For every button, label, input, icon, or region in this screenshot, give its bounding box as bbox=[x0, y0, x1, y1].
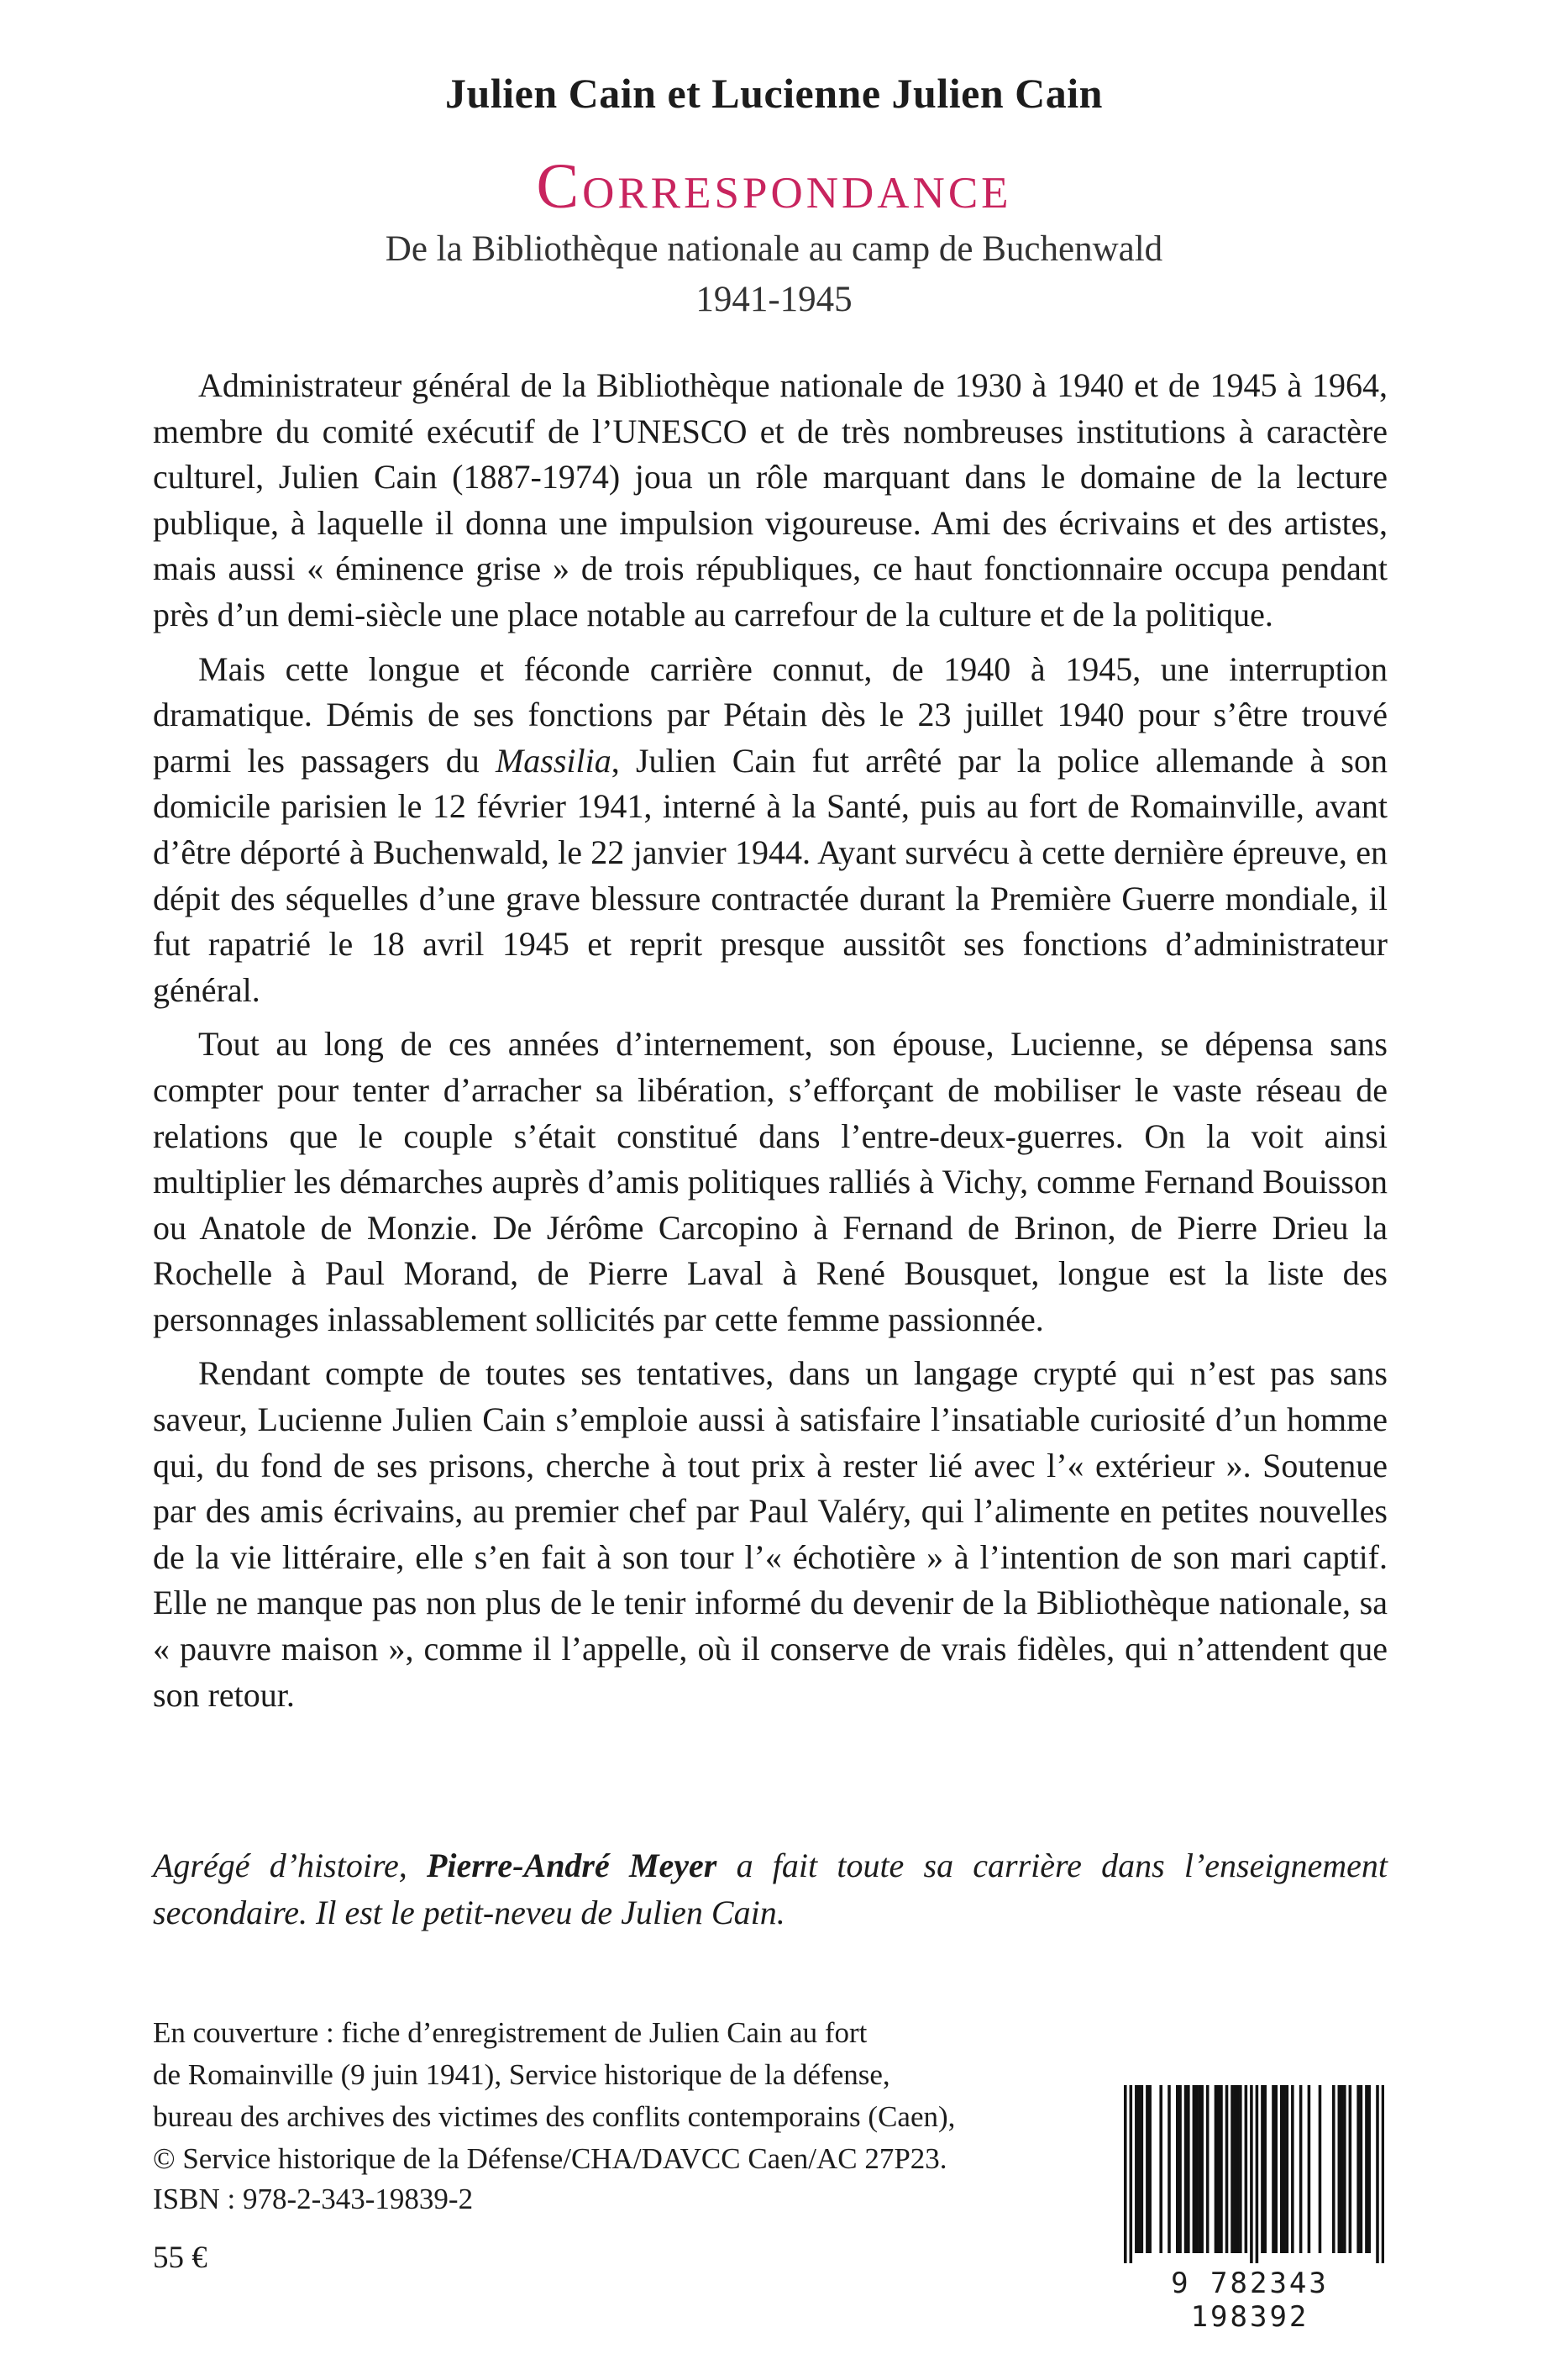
barcode-bar bbox=[1338, 2085, 1341, 2253]
barcode-bar bbox=[1146, 2085, 1149, 2253]
blurb-paragraph-2-end: , Julien Cain fut arrêté par la police allemande à son domicile parisien le 12 février 1941, interné à la Santé, puis au fort de Romainville, avant d’être déporté à Buchenwald, le 22 janvier 1944. Ayant survécu à cette dernière épreuve, en dépit des séquelles d’une grave blessure contractée durant la Première Guerre mondiale, il fut rapatrié le 18 avril 1945 et reprit presque aussitôt ses fonctions d’administrateur général. bbox=[153, 741, 1388, 1009]
barcode-bar bbox=[1299, 2085, 1303, 2253]
barcode-bar bbox=[1236, 2085, 1240, 2253]
about-editor-end: a fait toute sa carrière dans l’enseignement secondaire. Il est le petit-neveu de Julien Cain. bbox=[153, 1847, 1388, 1931]
barcode-bar bbox=[1382, 2085, 1384, 2263]
authors-line: Julien Cain et Lucienne Julien Cain bbox=[445, 70, 1103, 117]
book-subtitle: De la Bibliothèque nationale au camp de Buchenwald bbox=[385, 229, 1163, 269]
cover-credits bbox=[153, 2012, 1043, 2180]
about-editor bbox=[153, 1842, 1388, 1936]
barcode-bar bbox=[1130, 2085, 1133, 2263]
barcode-bar bbox=[1141, 2085, 1144, 2253]
barcode-bar bbox=[1124, 2085, 1127, 2263]
barcode-bar bbox=[1184, 2085, 1188, 2253]
barcode-bar bbox=[1280, 2085, 1283, 2253]
credits-line: © Service historique de la Défense/CHA/DAVCC Caen/AC 27P23. bbox=[153, 2142, 947, 2175]
barcode-bar bbox=[1283, 2085, 1286, 2253]
blurb-paragraph-4: Rendant compte de toutes ses tentatives, dans un langage crypté qui n’est pas sans saveur, Lucienne Julien Cain s’emploie aussi à satisfaire l’insatiable curiosité d’un homme qui, du fond de ses prisons, cherche à tout prix à rester lié avec l’« extérieur ». Soutenue par des amis écrivains, au premier chef par Paul Valéry, qui l’alimente en petites nouvelles de la vie littéraire, elle s’en fait à son tour l’« échotière » à l’intention de son mari captif. Elle ne manque pas non plus de le tenir informé du devenir de la Bibliothèque nationale, sa « pauvre maison », comme il l’appelle, où il conserve de vrais fidèles, qui n’attendent que son retour. bbox=[153, 1354, 1388, 1714]
barcode-number: 9 782343 198392 bbox=[1171, 2267, 1329, 2334]
barcode-bar bbox=[1206, 2085, 1210, 2253]
barcode-bar bbox=[1367, 2085, 1371, 2253]
barcode-bar bbox=[1250, 2085, 1253, 2263]
barcode-bar bbox=[1220, 2085, 1223, 2253]
barcode-bar bbox=[1272, 2085, 1275, 2253]
barcode-bar bbox=[1198, 2085, 1201, 2253]
barcode-bar bbox=[1291, 2085, 1294, 2253]
credits-line: de Romainville (9 juin 1941), Service historique de la défense, bbox=[153, 2058, 890, 2091]
barcode-bar bbox=[1135, 2085, 1138, 2253]
barcode-bar bbox=[1200, 2085, 1204, 2253]
barcode-bar bbox=[1195, 2085, 1199, 2253]
barcode-bars bbox=[1124, 2085, 1384, 2263]
barcode-bar bbox=[1231, 2085, 1234, 2253]
barcode-bar bbox=[1215, 2085, 1218, 2253]
barcode-bar bbox=[1148, 2085, 1152, 2253]
ship-name: Massilia bbox=[495, 741, 611, 780]
barcode-bar bbox=[1286, 2085, 1289, 2253]
barcode-bar bbox=[1234, 2085, 1237, 2253]
barcode-bar bbox=[1332, 2085, 1335, 2253]
barcode-bar bbox=[1137, 2085, 1141, 2253]
barcode-bar bbox=[1168, 2085, 1171, 2253]
barcode-bar bbox=[1225, 2085, 1229, 2253]
barcode-bar bbox=[1159, 2085, 1162, 2253]
barcode-bar bbox=[1239, 2085, 1242, 2253]
barcode-bar bbox=[1187, 2085, 1190, 2253]
blurb-body bbox=[153, 363, 1388, 1726]
barcode-bar bbox=[1193, 2085, 1196, 2253]
barcode-bar bbox=[1343, 2085, 1346, 2253]
barcode-bar bbox=[1217, 2085, 1220, 2253]
blurb-paragraph-2 bbox=[153, 647, 1388, 1014]
barcode-bar bbox=[1256, 2085, 1259, 2263]
credits-line: bureau des archives des victimes des conflits contemporains (Caen), bbox=[153, 2100, 956, 2133]
barcode-bar bbox=[1274, 2085, 1278, 2253]
about-editor-start: Agrégé d’histoire, bbox=[153, 1847, 427, 1884]
barcode-bar bbox=[1178, 2085, 1182, 2253]
barcode-bar bbox=[1245, 2085, 1248, 2253]
blurb-paragraph-1: Administrateur général de la Bibliothèque nationale de 1930 à 1940 et de 1945 à 1964, membre du comité exécutif de l’UNESCO et de très nombreuses institutions à caractère culturel, Julien Cain (1887-1974) joua un rôle marquant dans le domaine de la lecture publique, à laquelle il donna une impulsion vigoureuse. Ami des écrivains et des artistes, mais aussi « éminence grise » de trois républiques, ce haut fonctionnaire occupa pendant près d’un demi-siècle une place notable au carrefour de la culture et de la politique. bbox=[153, 366, 1388, 633]
barcode-bar bbox=[1308, 2085, 1311, 2253]
barcode-bar bbox=[1356, 2085, 1360, 2253]
barcode-bar bbox=[1261, 2085, 1264, 2253]
barcode-bar bbox=[1360, 2085, 1363, 2253]
barcode-bar bbox=[1319, 2085, 1322, 2253]
isbn: ISBN : 978-2-343-19839-2 bbox=[153, 2183, 474, 2215]
credits-line: En couverture : fiche d’enregistrement de Julien Cain au fort bbox=[153, 2016, 868, 2049]
blurb-paragraph-3: Tout au long de ces années d’internement, son épouse, Lucienne, se dépensa sans compter pour tenter d’arracher sa libération, s’efforçant de mobiliser le vaste réseau de relations que le couple s’était constitué dans l’entre-deux-guerres. On la voit ainsi multiplier les démarches auprès d’amis politiques ralliés à Vichy, comme Fernand Bouisson ou Anatole de Monzie. De Jérôme Carcopino à Fernand de Brinon, de Pierre Drieu la Rochelle à Paul Morand, de Pierre Laval à René Bousquet, longue est la liste des personnages inlassablement sollicités par cette femme passionnée. bbox=[153, 1025, 1388, 1338]
price: 55 € bbox=[153, 2241, 207, 2275]
barcode-bar bbox=[1263, 2085, 1267, 2253]
barcode-bar bbox=[1349, 2085, 1352, 2253]
barcode-bar bbox=[1376, 2085, 1379, 2263]
barcode-bar bbox=[1365, 2085, 1368, 2253]
book-years: 1941-1945 bbox=[695, 280, 853, 319]
blurb-paragraph-2-start: Mais cette longue et féconde carrière connut, de 1940 à 1945, une interruption dramatique. Démis de ses fonctions par Pétain dès le 23 juillet 1940 pour s’être trouvé parmi les passagers du bbox=[153, 649, 1388, 780]
barcode-bar bbox=[1176, 2085, 1179, 2253]
book-title: Correspondance bbox=[536, 151, 1012, 222]
editor-name: Pierre-André Meyer bbox=[427, 1847, 717, 1884]
barcode-bar bbox=[1341, 2085, 1344, 2253]
